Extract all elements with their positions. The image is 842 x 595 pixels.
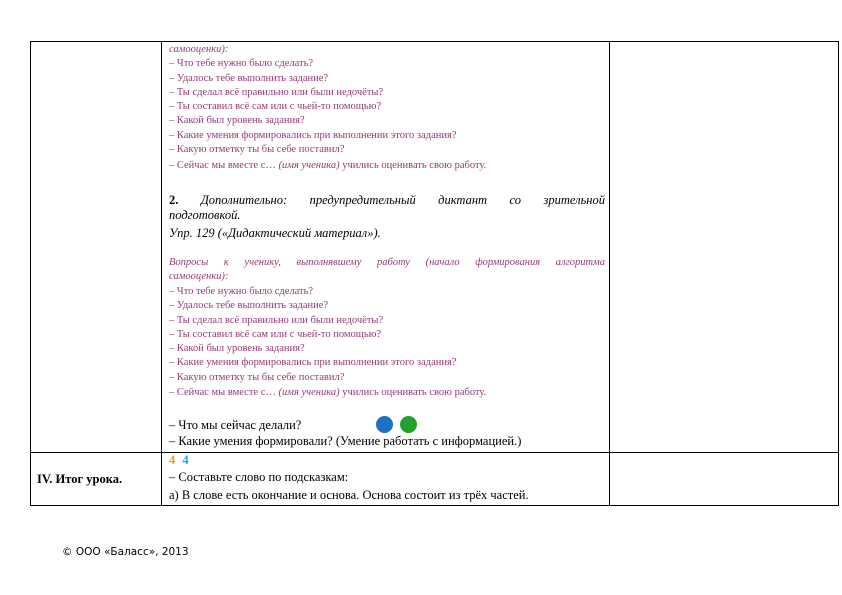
green-circle-icon: [400, 416, 417, 433]
final-question-2: – Какие умения формировали? (Умение работать с информацией.): [169, 434, 522, 448]
question-line: – Ты составил всё сам или с чьей-то помощью?: [169, 328, 382, 340]
self-assessment-questions-b: [169, 285, 605, 385]
question-line: – Какой был уровень задания?: [169, 343, 305, 355]
intro-b-line2: самооценки):: [169, 271, 229, 282]
marker-2: 4: [182, 453, 189, 467]
task-2-heading-cont: подготовкой.: [169, 208, 241, 222]
row-divider: [31, 452, 838, 453]
markers: [169, 453, 189, 468]
blue-circle-icon: [376, 416, 393, 433]
stage-label: IV. Итог урока.: [37, 472, 123, 486]
question-line: – Ты сделал всё правильно или были недочёты?: [169, 86, 384, 98]
question-line: – Какую отметку ты бы себе поставил?: [169, 371, 345, 383]
self-assessment-questions-a: [169, 43, 605, 157]
question-line: – Какой был уровень задания?: [169, 115, 305, 127]
column-divider-2: [609, 42, 610, 505]
column-divider-1: [161, 42, 162, 505]
task-prompt: – Составьте слово по подсказкам:: [169, 470, 349, 484]
task-clue-a: а) В слове есть окончание и основа. Основа состоит из трёх частей.: [169, 488, 529, 502]
question-line: – Что тебе нужно было сделать?: [169, 286, 314, 297]
closing-line-b: – Сейчас мы вместе с… (имя ученика) учились оценивать свою работу.: [169, 387, 487, 398]
question-line: – Удалось тебе выполнить задание?: [169, 300, 329, 312]
question-line: – Какие умения формировались при выполнении этого задания?: [169, 129, 457, 141]
copyright-footer: © ООО «Баласс», 2013: [62, 546, 189, 558]
final-question-1: – Что мы сейчас делали?: [169, 418, 302, 432]
question-line: – Ты сделал всё правильно или были недочёты?: [169, 314, 384, 326]
question-line: самооценки):: [169, 44, 229, 55]
task-2-heading: 2. Дополнительно: предупредительный диктант со зрительной: [169, 193, 605, 207]
question-line: – Что тебе нужно было сделать?: [169, 58, 314, 70]
question-line: – Ты составил всё сам или с чьей-то помощью?: [169, 101, 382, 113]
marker-1: 4: [169, 453, 176, 467]
question-line: – Удалось тебе выполнить задание?: [169, 72, 329, 84]
question-line: – Какие умения формировались при выполнении этого задания?: [169, 357, 457, 369]
closing-line-a: – Сейчас мы вместе с… (имя ученика) учились оценивать свою работу.: [169, 160, 487, 171]
question-line: – Какую отметку ты бы себе поставил?: [169, 144, 345, 156]
intro-b-line1: Вопросы к ученику, выполнявшему работу (начало формирования алгоритма: [169, 257, 605, 268]
task-2-exercise: Упр. 129 («Дидактический материал»).: [169, 226, 381, 240]
lesson-table: [30, 41, 839, 506]
